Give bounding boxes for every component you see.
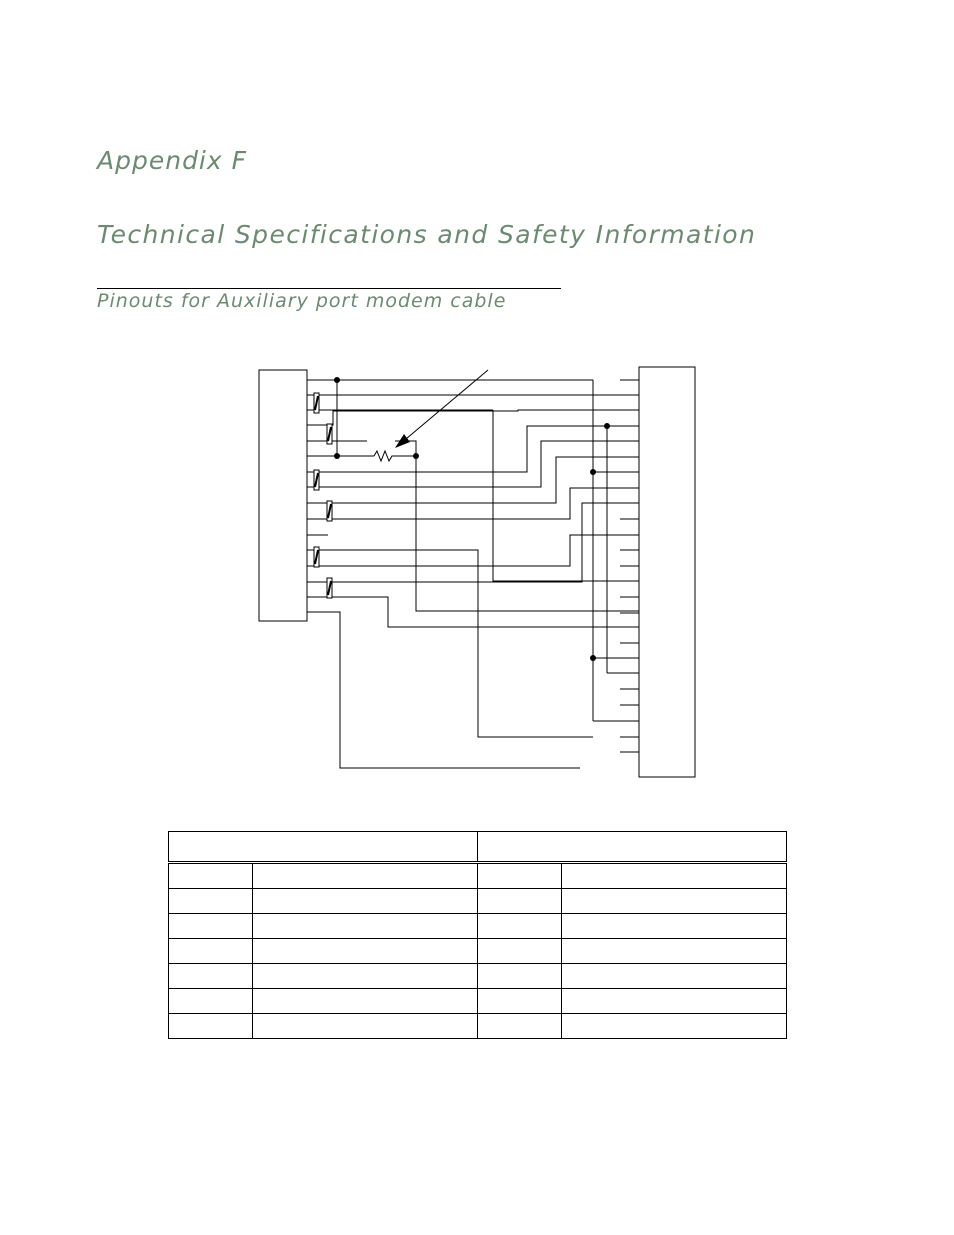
table-cell <box>562 964 787 989</box>
right-connector <box>639 367 695 777</box>
table-cell <box>562 1014 787 1039</box>
table-cell <box>478 889 562 914</box>
table-cell <box>478 989 562 1014</box>
section-title: Pinouts for Auxiliary port modem cable <box>97 290 507 312</box>
table-cell <box>253 964 478 989</box>
left-connector <box>259 370 307 621</box>
table-header-row <box>169 832 787 863</box>
table-cell <box>478 939 562 964</box>
table-cell <box>478 964 562 989</box>
table-cell <box>562 989 787 1014</box>
table-row <box>169 964 787 989</box>
table-cell <box>253 889 478 914</box>
table-cell <box>253 989 478 1014</box>
table-cell <box>169 989 253 1014</box>
table-cell <box>169 914 253 939</box>
table-cell <box>253 1014 478 1039</box>
table-cell <box>253 863 478 889</box>
table-cell <box>253 939 478 964</box>
table-cell <box>562 914 787 939</box>
table-cell <box>478 1014 562 1039</box>
table-cell <box>253 914 478 939</box>
callout-arrow <box>400 370 488 444</box>
table-cell <box>478 863 562 889</box>
table-cell <box>562 939 787 964</box>
table-cell <box>169 964 253 989</box>
table-cell <box>562 889 787 914</box>
table-cell <box>169 889 253 914</box>
table-cell <box>478 914 562 939</box>
header-cell <box>478 832 787 863</box>
wire-splices <box>314 393 332 598</box>
table-cell <box>562 863 787 889</box>
table-cell <box>169 863 253 889</box>
table-row <box>169 863 787 889</box>
table-cell <box>169 939 253 964</box>
table-row <box>169 889 787 914</box>
wires <box>307 380 639 768</box>
page-title: Technical Specifications and Safety Information <box>97 220 757 249</box>
table-row <box>169 939 787 964</box>
table-row <box>169 989 787 1014</box>
table-row <box>169 1014 787 1039</box>
table-row <box>169 914 787 939</box>
right-pin-stubs <box>620 380 639 752</box>
appendix-label: Appendix F <box>97 146 248 175</box>
pinout-table <box>168 831 787 1039</box>
table-cell <box>169 1014 253 1039</box>
header-cell <box>169 832 478 863</box>
